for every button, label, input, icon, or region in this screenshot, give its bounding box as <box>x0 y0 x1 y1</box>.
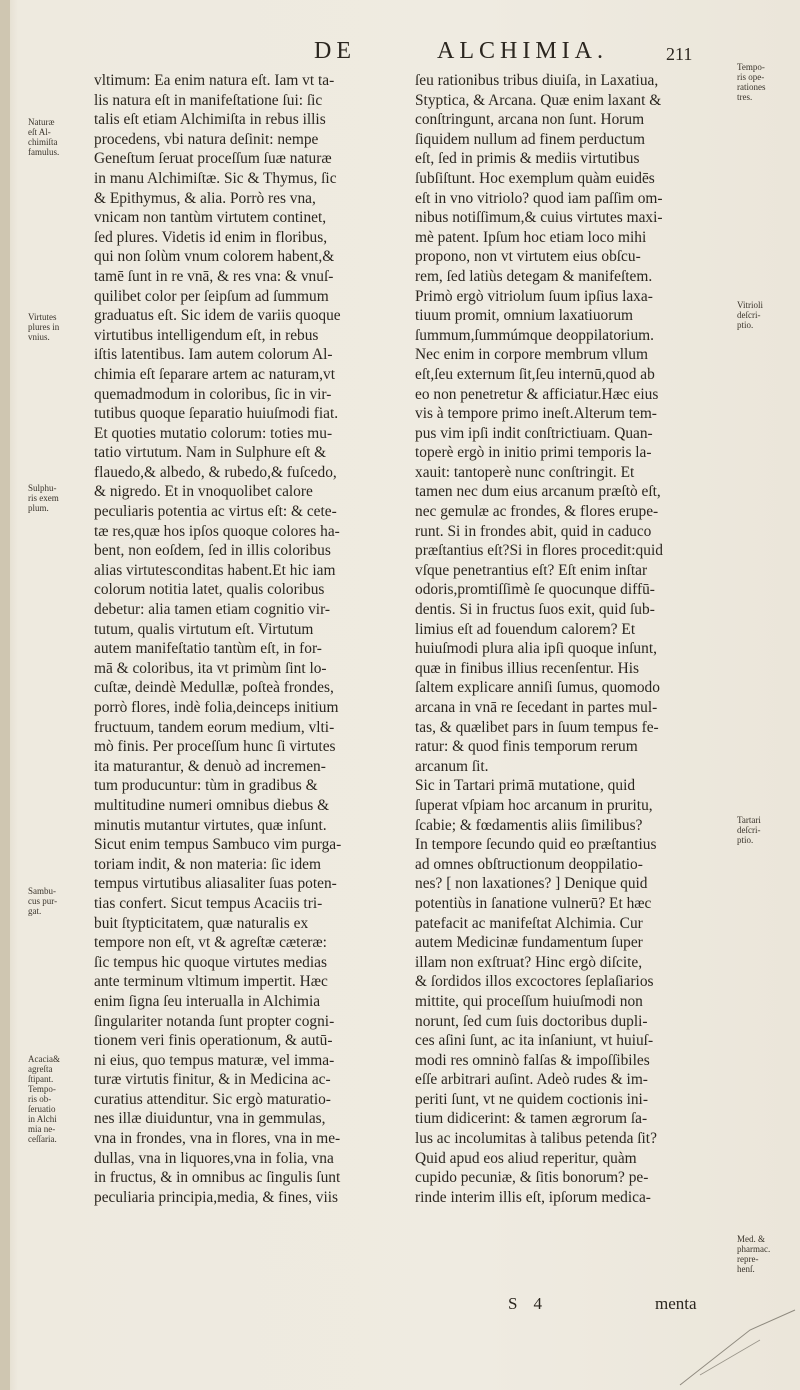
right-column-line: ſeu rationibus tribus diuiſa, in Laxatiua, <box>415 72 659 89</box>
right-column-line: eſſe arbitrari auſint. Adeò rudes & im- <box>415 1071 648 1089</box>
left-column-line: minutis mutantur virtutes, quæ inſunt. <box>94 816 327 834</box>
right-column-line: Primò ergò vitriolum ſuum ipſius laxa- <box>415 287 653 305</box>
left-column-line: debetur: alia tamen etiam cognitio vir- <box>94 601 331 619</box>
margin-note-right-3 <box>737 815 761 845</box>
page-number: 211 <box>666 44 693 64</box>
right-column-line: & ſordidos illos excoctores ſeplaſiarios <box>415 973 654 991</box>
margin-note-line: tres. <box>737 92 753 102</box>
right-column-line: potentiùs in ſanatione vulnerū? Et hæc <box>415 894 652 912</box>
right-column-line: huiuſmodi plura alia ipſi quoque inſunt, <box>415 640 657 658</box>
margin-note-line: ptio. <box>737 835 754 845</box>
right-column-line: autem Medicinæ fundamentum ſuper <box>415 934 643 952</box>
right-column-line: vis à tempore primo ineſt.Alterum tem- <box>415 405 657 423</box>
right-column-line: nec gemulæ ac frondes, & flores erupe- <box>415 503 659 521</box>
right-column-line: vſque penetrantius eſt? Eſt enim inſtar <box>415 561 648 579</box>
margin-note-left-1 <box>28 117 59 157</box>
left-column-line: tutum, qualis virtutum eſt. Virtutum <box>94 620 314 638</box>
text-column-right <box>415 71 717 1207</box>
left-column-line: ſic tempus hic quoque virtutes medias <box>94 953 327 971</box>
margin-note-line: ptio. <box>737 320 754 330</box>
left-column-line: & nigredo. Et in vnoquolibet calore <box>94 483 313 501</box>
left-column-line: vltimum: Ea enim natura eſt. Iam vt ta- <box>94 72 335 89</box>
left-column-line: autem manifeſtatio tantùm eſt, in for- <box>94 640 322 658</box>
margin-note-line: Tartari <box>737 815 761 825</box>
margin-note-left-2 <box>28 312 59 342</box>
header-right: ALCHIMIA. <box>437 38 608 64</box>
margin-note-line: ſtipant. <box>28 1074 54 1084</box>
margin-note-line: Tempo- <box>737 62 765 72</box>
left-column-line: peculiaria principia,media, & fines, viis <box>94 1188 339 1206</box>
right-column-line: lus ac incolumitas à talibus petenda ſit? <box>415 1130 657 1148</box>
margin-note-line: eſt Al- <box>28 127 51 137</box>
right-column-line: modi res omninò falſas & impoſſibiles <box>415 1051 650 1069</box>
left-column-line: in manu Alchimiſtæ. Sic & Thymus, ſic <box>94 169 337 187</box>
right-column-line: ſuperat vſpiam hoc arcanum in pruritu, <box>415 796 653 814</box>
margin-note-left-4 <box>28 886 57 916</box>
left-column-line: alias virtutesconditas habent.Et hic iam <box>94 561 336 579</box>
right-column-line: propono, non vt virtutem eius obſcu- <box>415 248 641 266</box>
right-column-line: ſummum,ſummúmque deoppilatorium. <box>415 326 654 344</box>
left-column-line: turæ virtutis finitur, & in Medicina ac- <box>94 1071 331 1089</box>
right-column-line: quæ in finibus illius recenſentur. His <box>415 659 639 677</box>
left-column-line: tatio virtutum. Nam in Sulphure eſt & <box>94 444 327 462</box>
right-column-line: ad omnes obſtructionum deoppilatio- <box>415 855 643 873</box>
right-column-line: In tempore ſecundo quid eo præſtantius <box>415 836 657 854</box>
right-column-line: pus vim ipſi indit conſtrictiuam. Quan- <box>415 424 653 442</box>
margin-note-line: repre- <box>737 1254 759 1264</box>
margin-note-line: pharmac. <box>737 1244 771 1254</box>
left-column-line: tionem veri finis operationum, & autū- <box>94 1032 333 1050</box>
bleed-through-stain <box>660 1305 800 1390</box>
left-column-line: tias confert. Sicut tempus Acaciis tri- <box>94 894 323 912</box>
right-column-line: tas, & quælibet pars in ſuum tempus fe- <box>415 718 659 736</box>
left-column-line: ſingulariter notanda ſunt propter cogni- <box>94 1012 335 1030</box>
left-column-line: bent, non eoſdem, ſed in illis coloribus <box>94 542 331 560</box>
left-column-line: cuſtæ, deindè Medullæ, poſteà frondes, <box>94 679 334 697</box>
right-column-line: eſt in vno vitriolo? quod iam paſſim om- <box>415 189 663 207</box>
left-column-line: Et quoties mutatio colorum: toties mu- <box>94 424 333 442</box>
margin-note-left-5 <box>28 1054 60 1144</box>
margin-note-line: Med. & <box>737 1234 765 1244</box>
margin-note-right-1 <box>737 62 766 102</box>
margin-note-line: Naturæ <box>28 117 55 127</box>
right-column-line: ces aſini ſunt, ac ita inſaniunt, vt huiuſ- <box>415 1032 654 1050</box>
left-column-line: in fructus, & in omnibus ac ſingulis ſunt <box>94 1169 341 1187</box>
right-column-line: illam non exſtruat? Hinc ergò diſcite, <box>415 953 643 971</box>
left-column-line: tempus virtutibus aliasaliter ſuas poten- <box>94 875 337 893</box>
left-column-line: mò finis. Per proceſſum hunc ſi virtutes <box>94 738 336 756</box>
margin-note-line: Sulphu- <box>28 483 57 493</box>
right-column-line: cupido pecuniæ, & ſitis bonorum? pe- <box>415 1169 649 1187</box>
left-column-line: curatius attenditur. Sic ergò maturatio- <box>94 1090 331 1108</box>
right-column-line: rinde interim illis eſt, ipſorum medica- <box>415 1188 651 1206</box>
right-column-line: arcana in vnā re ſecedant in partes mul- <box>415 699 658 716</box>
left-column-line: vna in frondes, vna in flores, vna in me- <box>94 1130 341 1148</box>
right-column-line: nes? [ non laxationes? ] Denique quid <box>415 875 648 893</box>
left-column-line: ni eius, quo tempus maturæ, vel imma- <box>94 1051 335 1069</box>
right-column-line: toperè ergò in initio primi temporis la- <box>415 444 652 462</box>
left-column-line: peculiaris potentia ac virtus eſt: & cete- <box>94 503 337 521</box>
left-column-line: enim ſigna ſeu interualla in Alchimia <box>94 992 321 1010</box>
right-column-line: runt. Si in frondes abit, quid in caduco <box>415 522 652 540</box>
margin-note-line: ceſſaria. <box>28 1134 57 1144</box>
signature-number: 4 <box>533 1294 542 1313</box>
signature-letter: S <box>508 1294 518 1313</box>
left-column-line: toriam indit, & non materia: ſic idem <box>94 855 321 873</box>
left-column-line: colorum notitia latet, qualis coloribus <box>94 581 325 599</box>
page-binding-edge <box>0 0 10 1390</box>
left-column-line: virtutibus intelligendum eſt, in rebus <box>94 326 319 344</box>
left-column-line: Geneſtum ſeruat proceſſum ſuæ naturæ <box>94 150 332 168</box>
margin-note-line: cus pur- <box>28 896 58 906</box>
right-column-line: Styptica, & Arcana. Quæ enim laxant & <box>415 91 662 109</box>
left-column-line: qui non ſolùm vnum colorem habent,& <box>94 248 335 266</box>
margin-note-line: ris exem <box>28 493 59 503</box>
right-column-line: mittite, qui proceſſum huiuſmodi non <box>415 992 643 1010</box>
margin-note-line: deſcri- <box>737 310 761 320</box>
margin-note-line: agreſta <box>28 1064 53 1074</box>
left-column-line: quemadmodum in coloribus, ſic in vir- <box>94 385 332 403</box>
margin-note-line: mia ne- <box>28 1124 56 1134</box>
right-column-line: mè patent. Ipſum hoc etiam loco mihi <box>415 228 647 246</box>
margin-note-line: Tempo- <box>28 1084 56 1094</box>
right-column-line: ratur: & quod finis temporum rerum <box>415 738 638 756</box>
margin-note-line: plures in <box>28 322 60 332</box>
right-column-line: eo non penetretur & afficiatur.Hæc eius <box>415 385 659 403</box>
left-column-line: fructuum, tandem eorum medium, vlti- <box>94 718 335 736</box>
text-column-left <box>94 71 406 1207</box>
signature-mark <box>508 1294 558 1314</box>
right-column-line: tiuum promit, omnium laxatiuorum <box>415 307 634 325</box>
right-column-line: tamen nec dum eius arcanum præſtò eſt, <box>415 483 661 501</box>
margin-note-line: ris ope- <box>737 72 765 82</box>
margin-note-line: henſ. <box>737 1264 755 1274</box>
left-column-line: multitudine numeri omnibus diebus & <box>94 796 330 814</box>
right-column-line: conſtringunt, arcana non ſunt. Horum <box>415 111 645 129</box>
right-column-line: periti ſunt, vt ne quidem coctionis ini- <box>415 1090 648 1108</box>
margin-note-line: Sambu- <box>28 886 56 896</box>
left-column-line: tum producuntur: tùm in gradibus & <box>94 777 318 795</box>
left-column-line: graduatus eſt. Sic idem de variis quoque <box>94 307 341 325</box>
right-column-line: rem, ſed latiùs detegam & manifeſtem. <box>415 267 653 285</box>
left-column-line: porrò flores, indè folia,deinceps initium <box>94 699 339 716</box>
margin-note-right-2 <box>737 300 763 330</box>
margin-note-line: famulus. <box>28 147 60 157</box>
left-column-line: ante terminum vltimum impertit. Hæc <box>94 973 328 991</box>
left-column-line: tutibus quoque ſeparatio huiuſmodi fiat. <box>94 405 339 423</box>
margin-note-line: Acacia& <box>28 1054 60 1064</box>
left-column-line: & Epithymus, & alia. Porrò res vna, <box>94 189 316 207</box>
margin-note-line: chimiſta <box>28 137 58 147</box>
left-column-line: procedens, vbi natura deſinit: nempe <box>94 130 319 148</box>
margin-note-line: plum. <box>28 503 49 513</box>
right-column-line: tium didicerint: & tamen ægrorum ſa- <box>415 1110 648 1128</box>
margin-note-line: deſcri- <box>737 825 761 835</box>
left-column-line: mā & coloribus, ita vt primùm ſint lo- <box>94 659 327 677</box>
right-column-line: præſtantius eſt?Si in flores procedit:quid <box>415 542 663 560</box>
right-column-line: norunt, ſed cum ſuis doctoribus dupli- <box>415 1012 648 1030</box>
left-column-line: tamē ſunt in re vnā, & res vna: & vnuſ- <box>94 267 334 285</box>
left-column-line: tæ res,quæ hos ipſos quoque colores ha- <box>94 522 340 540</box>
margin-note-line: vnius. <box>28 332 50 342</box>
left-column-line: ita maturantur, & denuò ad incremen- <box>94 757 326 775</box>
margin-note-left-3 <box>28 483 59 513</box>
right-column-line: arcanum ſit. <box>415 757 489 775</box>
header-left: DE <box>314 38 356 64</box>
left-column-line: nes illæ diuiduntur, vna in gemmulas, <box>94 1110 326 1128</box>
running-header <box>0 38 800 72</box>
right-column-line: limius eſt ad fouendum calorem? Et <box>415 620 636 638</box>
margin-note-line: rationes <box>737 82 766 92</box>
left-column-line: ſed plures. Videtis id enim in floribus, <box>94 228 328 246</box>
left-column-line: chimia eſt ſeparare artem ac naturam,vt <box>94 365 335 383</box>
catchword: menta <box>655 1294 697 1313</box>
right-column-line: ſubſiſtunt. Hoc exemplum quàm euidēs <box>415 169 655 187</box>
left-column-line: lis natura eſt in manifeſtatione ſui: ſic <box>94 91 323 109</box>
right-column-line: Quid apud eos aliud reperitur, quàm <box>415 1149 637 1167</box>
right-column-line: eſt, ſed in primis & mediis virtutibus <box>415 150 640 168</box>
right-column-line: dentis. Si in fructus ſuos exit, quid ſub- <box>415 601 655 619</box>
margin-note-line: in Alchi <box>28 1114 57 1124</box>
right-column-line: patefacit ac manifeſtat Alchimia. Cur <box>415 914 643 932</box>
left-column-line: Sicut enim tempus Sambuco vim purga- <box>94 836 342 854</box>
right-column-line: ſiquidem nullum ad finem perductum <box>415 130 645 148</box>
left-column-line: tempore non eſt, vt & agreſtæ cæteræ: <box>94 934 327 952</box>
left-column-line: buit ſtypticitatem, quæ naturalis ex <box>94 914 309 932</box>
margin-note-line: gat. <box>28 906 42 916</box>
margin-note-line: ſeruatio <box>28 1104 56 1114</box>
right-column-line: Nec enim in corpore membrum vllum <box>415 346 648 364</box>
margin-note-right-4 <box>737 1234 770 1274</box>
right-column-line: Sic in Tartari primā mutatione, quid <box>415 777 636 795</box>
right-column-line: ſcabie; & fœdamentis aliis ſimilibus? <box>415 816 643 834</box>
margin-note-line: Virtutes <box>28 312 57 322</box>
left-column-line: vnicam non tantùm virtutem continet, <box>94 209 327 227</box>
margin-note-line: Vitrioli <box>737 300 763 310</box>
margin-note-line: ris ob- <box>28 1094 52 1104</box>
right-column-line: ſaltem explicare anniſi ſumus, quomodo <box>415 679 660 697</box>
right-column-line: odoris,promtiſſimè ſe quocunque diffū- <box>415 581 655 599</box>
left-column-line: flauedo,& albedo, & rubedo,& fuſcedo, <box>94 463 337 481</box>
right-column-line: eſt,ſeu externum ſit,ſeu internū,quod ab <box>415 365 655 383</box>
left-column-line: talis eſt etiam Alchimiſta in rebus illis <box>94 111 326 129</box>
left-column-line: dullas, vna in liquores,vna in folia, vna <box>94 1149 334 1167</box>
left-column-line: iſtis latentibus. Iam autem colorum Al- <box>94 346 333 364</box>
right-column-line: xauit: tantoperè nunc conſtringit. Et <box>415 463 635 481</box>
right-column-line: nibus notiſſimum,& cuius virtutes maxi- <box>415 209 663 227</box>
left-column-line: quilibet color per ſeipſum ad ſummum <box>94 287 329 305</box>
